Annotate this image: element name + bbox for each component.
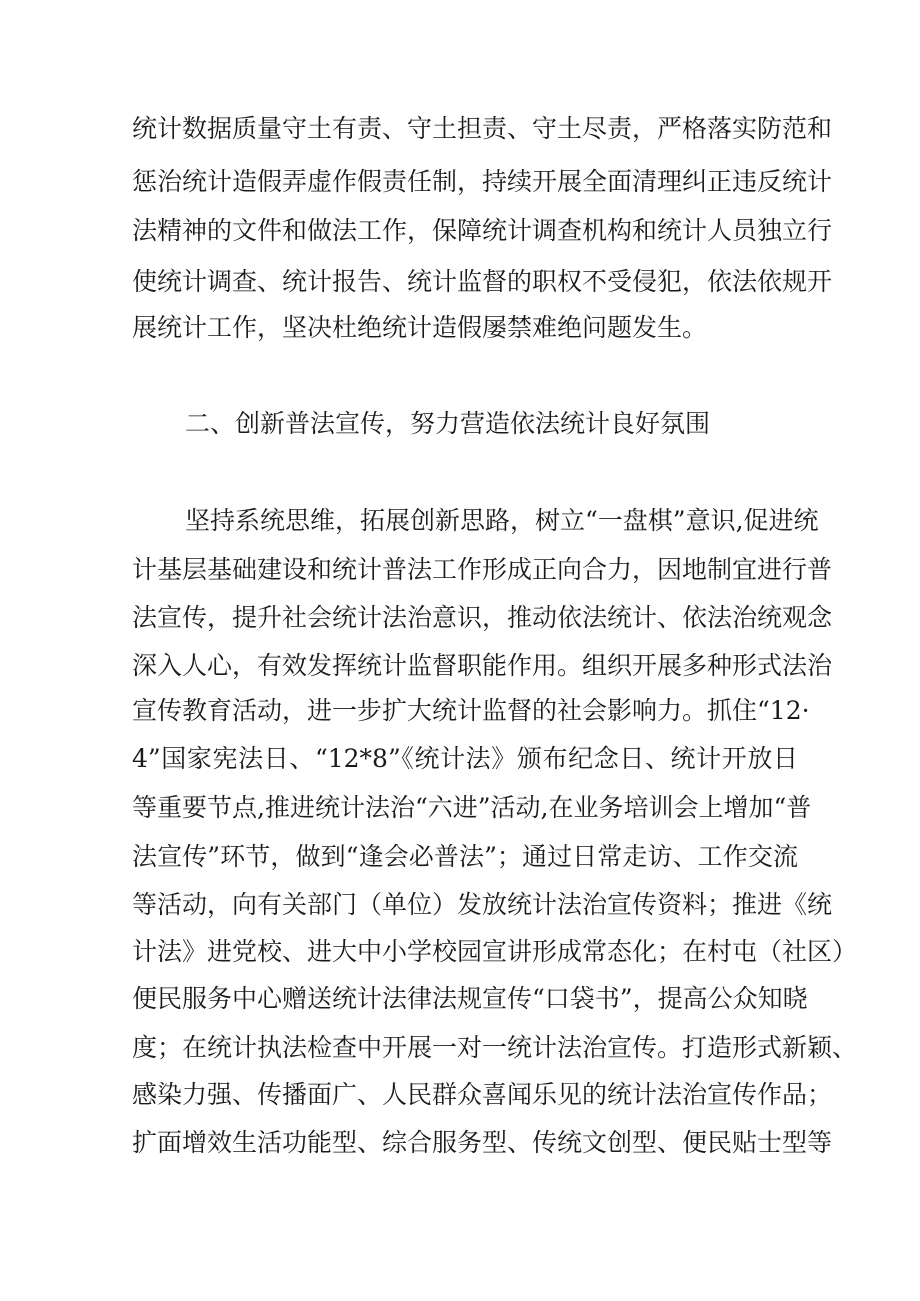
paragraph2-line: 等活动，向有关部门（单位）发放统计法治宣传资料；推进《统	[132, 890, 833, 919]
paragraph2-line: 扩面增效生活功能型、综合服务型、传统文创型、便民贴士型等	[132, 1128, 833, 1157]
paragraph2-line: 宣传教育活动，进一步扩大统计监督的社会影响力。抓住“12·	[132, 696, 810, 725]
paragraph2-line: 度；在统计执法检查中开展一对一统计法治宣传。打造形式新颖、	[132, 1033, 858, 1062]
paragraph2-line: 等重要节点,推进统计法治“六进”活动,在业务培训会上增加“普	[132, 793, 812, 822]
paragraph1-line: 法精神的文件和做法工作，保障统计调查机构和统计人员独立行	[132, 216, 833, 245]
paragraph2-line: 计基层基础建设和统计普法工作形成正向合力，因地制宜进行普	[132, 555, 833, 584]
paragraph2-line: 4”国家宪法日、“12*8”《统计法》颁布纪念日、统计开放日	[132, 744, 798, 773]
paragraph1-line: 统计数据质量守土有责、守土担责、守土尽责，严格落实防范和	[132, 114, 833, 143]
section-heading: 二、创新普法宣传，努力营造依法统计良好氛围	[185, 409, 711, 438]
paragraph1-line: 展统计工作，坚决杜绝统计造假屡禁难绝问题发生。	[132, 313, 708, 342]
paragraph2-line: 法宣传，提升社会统计法治意识，推动依法统计、依法治统观念	[132, 603, 833, 632]
paragraph2-line: 法宣传”环节，做到“逢会必普法”；通过日常走访、工作交流	[132, 842, 798, 871]
paragraph2-line: 坚持系统思维，拓展创新思路，树立“一盘棋”意识,促进统	[185, 506, 819, 535]
paragraph2-line: 计法》进党校、进大中小学校园宣讲形成常态化；在村屯（社区）	[132, 937, 858, 966]
paragraph2-line: 便民服务中心赠送统计法律法规宣传“口袋书”，提高公众知晓	[132, 984, 808, 1013]
paragraph2-line: 感染力强、传播面广、人民群众喜闻乐见的统计法治宣传作品；	[132, 1080, 833, 1109]
paragraph1-line: 惩治统计造假弄虚作假责任制，持续开展全面清理纠正违反统计	[132, 167, 833, 196]
paragraph1-line: 使统计调查、统计报告、统计监督的职权不受侵犯，依法依规开	[132, 267, 833, 296]
paragraph2-line: 深入人心，有效发挥统计监督职能作用。组织开展多种形式法治	[132, 651, 833, 680]
